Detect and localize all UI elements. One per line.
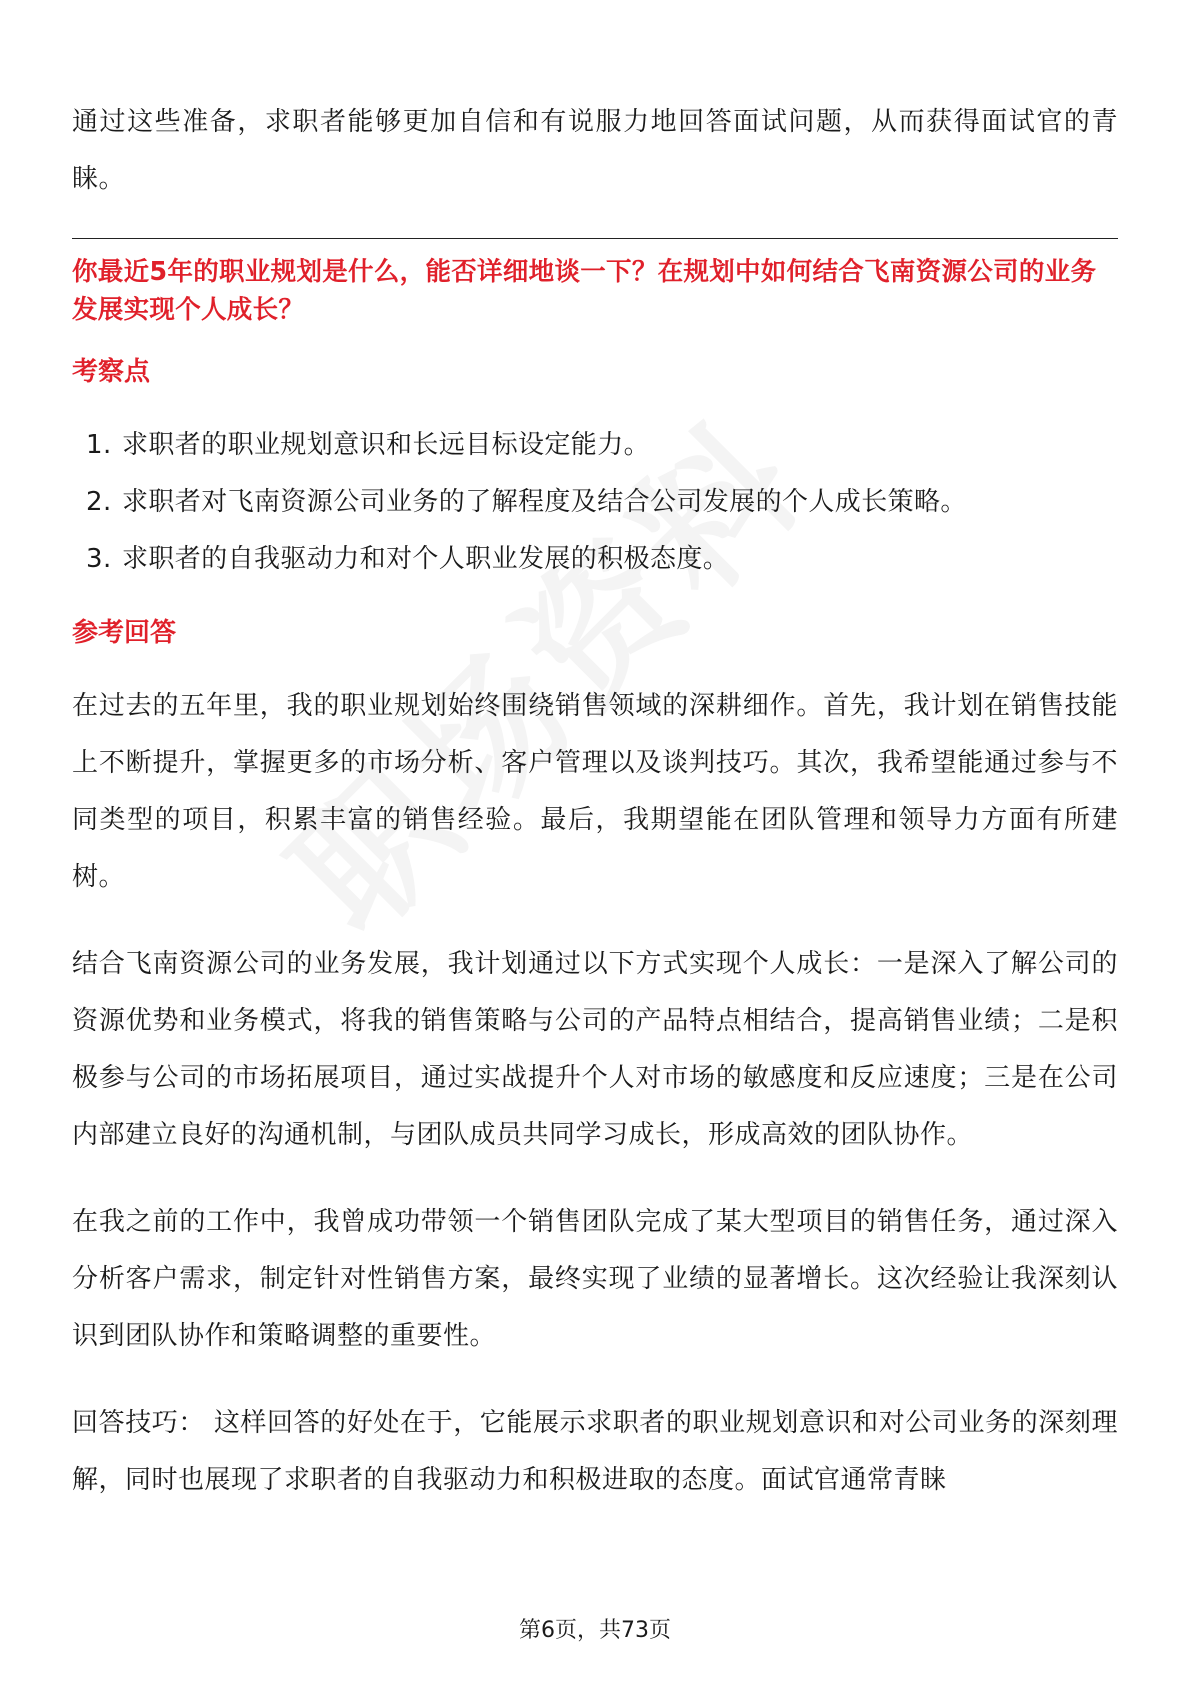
answer-paragraph: 结合飞南资源公司的业务发展，我计划通过以下方式实现个人成长：一是深入了解公司的资源优势和业务模式，将我的销售策略与公司的产品特点相结合，提高销售业绩；二是积极参与公司的市场拓展项目，通过实战提升个人对市场的敏感度和反应速度；三是在公司内部建立良好的沟通机制，与团队成员共同学习成长，形成高效的团队协作。 xyxy=(72,949,1118,1150)
reference-answer-heading: 参考回答 xyxy=(72,618,177,648)
section-divider xyxy=(72,238,1118,239)
list-item xyxy=(86,474,1118,531)
exam-points-heading: 考察点 xyxy=(72,357,151,387)
answer-paragraph: 在我之前的工作中，我曾成功带领一个销售团队完成了某大型项目的销售任务，通过深入分析客户需求，制定针对性销售方案，最终实现了业绩的显著增长。这次经验让我深刻认识到团队协作和策略调整的重要性。 xyxy=(72,1207,1118,1351)
list-item xyxy=(86,417,1118,474)
list-item-text: 求职者的自我驱动力和对个人职业发展的积极态度。 xyxy=(122,544,730,574)
list-item-number: 3. xyxy=(86,544,112,574)
answer-paragraph: 在过去的五年里，我的职业规划始终围绕销售领域的深耕细作。首先，我计划在销售技能上不断提升，掌握更多的市场分析、客户管理以及谈判技巧。其次，我希望能通过参与不同类型的项目，积累丰富的销售经验。最后，我期望能在团队管理和领导力方面有所建树。 xyxy=(72,691,1118,892)
intro-paragraph: 通过这些准备，求职者能够更加自信和有说服力地回答面试问题，从而获得面试官的青睐。 xyxy=(72,107,1118,194)
list-item-number: 1. xyxy=(86,430,112,460)
list-item-text: 求职者的职业规划意识和长远目标设定能力。 xyxy=(122,430,651,460)
list-item-text: 求职者对飞南资源公司业务的了解程度及结合公司发展的个人成长策略。 xyxy=(122,487,967,517)
page-number: 第6页，共73页 xyxy=(519,1618,671,1643)
interview-question: 你最近5年的职业规划是什么，能否详细地谈一下？在规划中如何结合飞南资源公司的业务发展实现个人成长？ xyxy=(72,257,1097,325)
list-item xyxy=(86,531,1118,588)
answer-tips-paragraph: 回答技巧： 这样回答的好处在于，它能展示求职者的职业规划意识和对公司业务的深刻理解，同时也展现了求职者的自我驱动力和积极进取的态度。面试官通常青睐 xyxy=(72,1408,1118,1495)
list-item-number: 2. xyxy=(86,487,112,517)
page-content xyxy=(72,94,1118,1509)
exam-points-list xyxy=(86,417,1118,588)
